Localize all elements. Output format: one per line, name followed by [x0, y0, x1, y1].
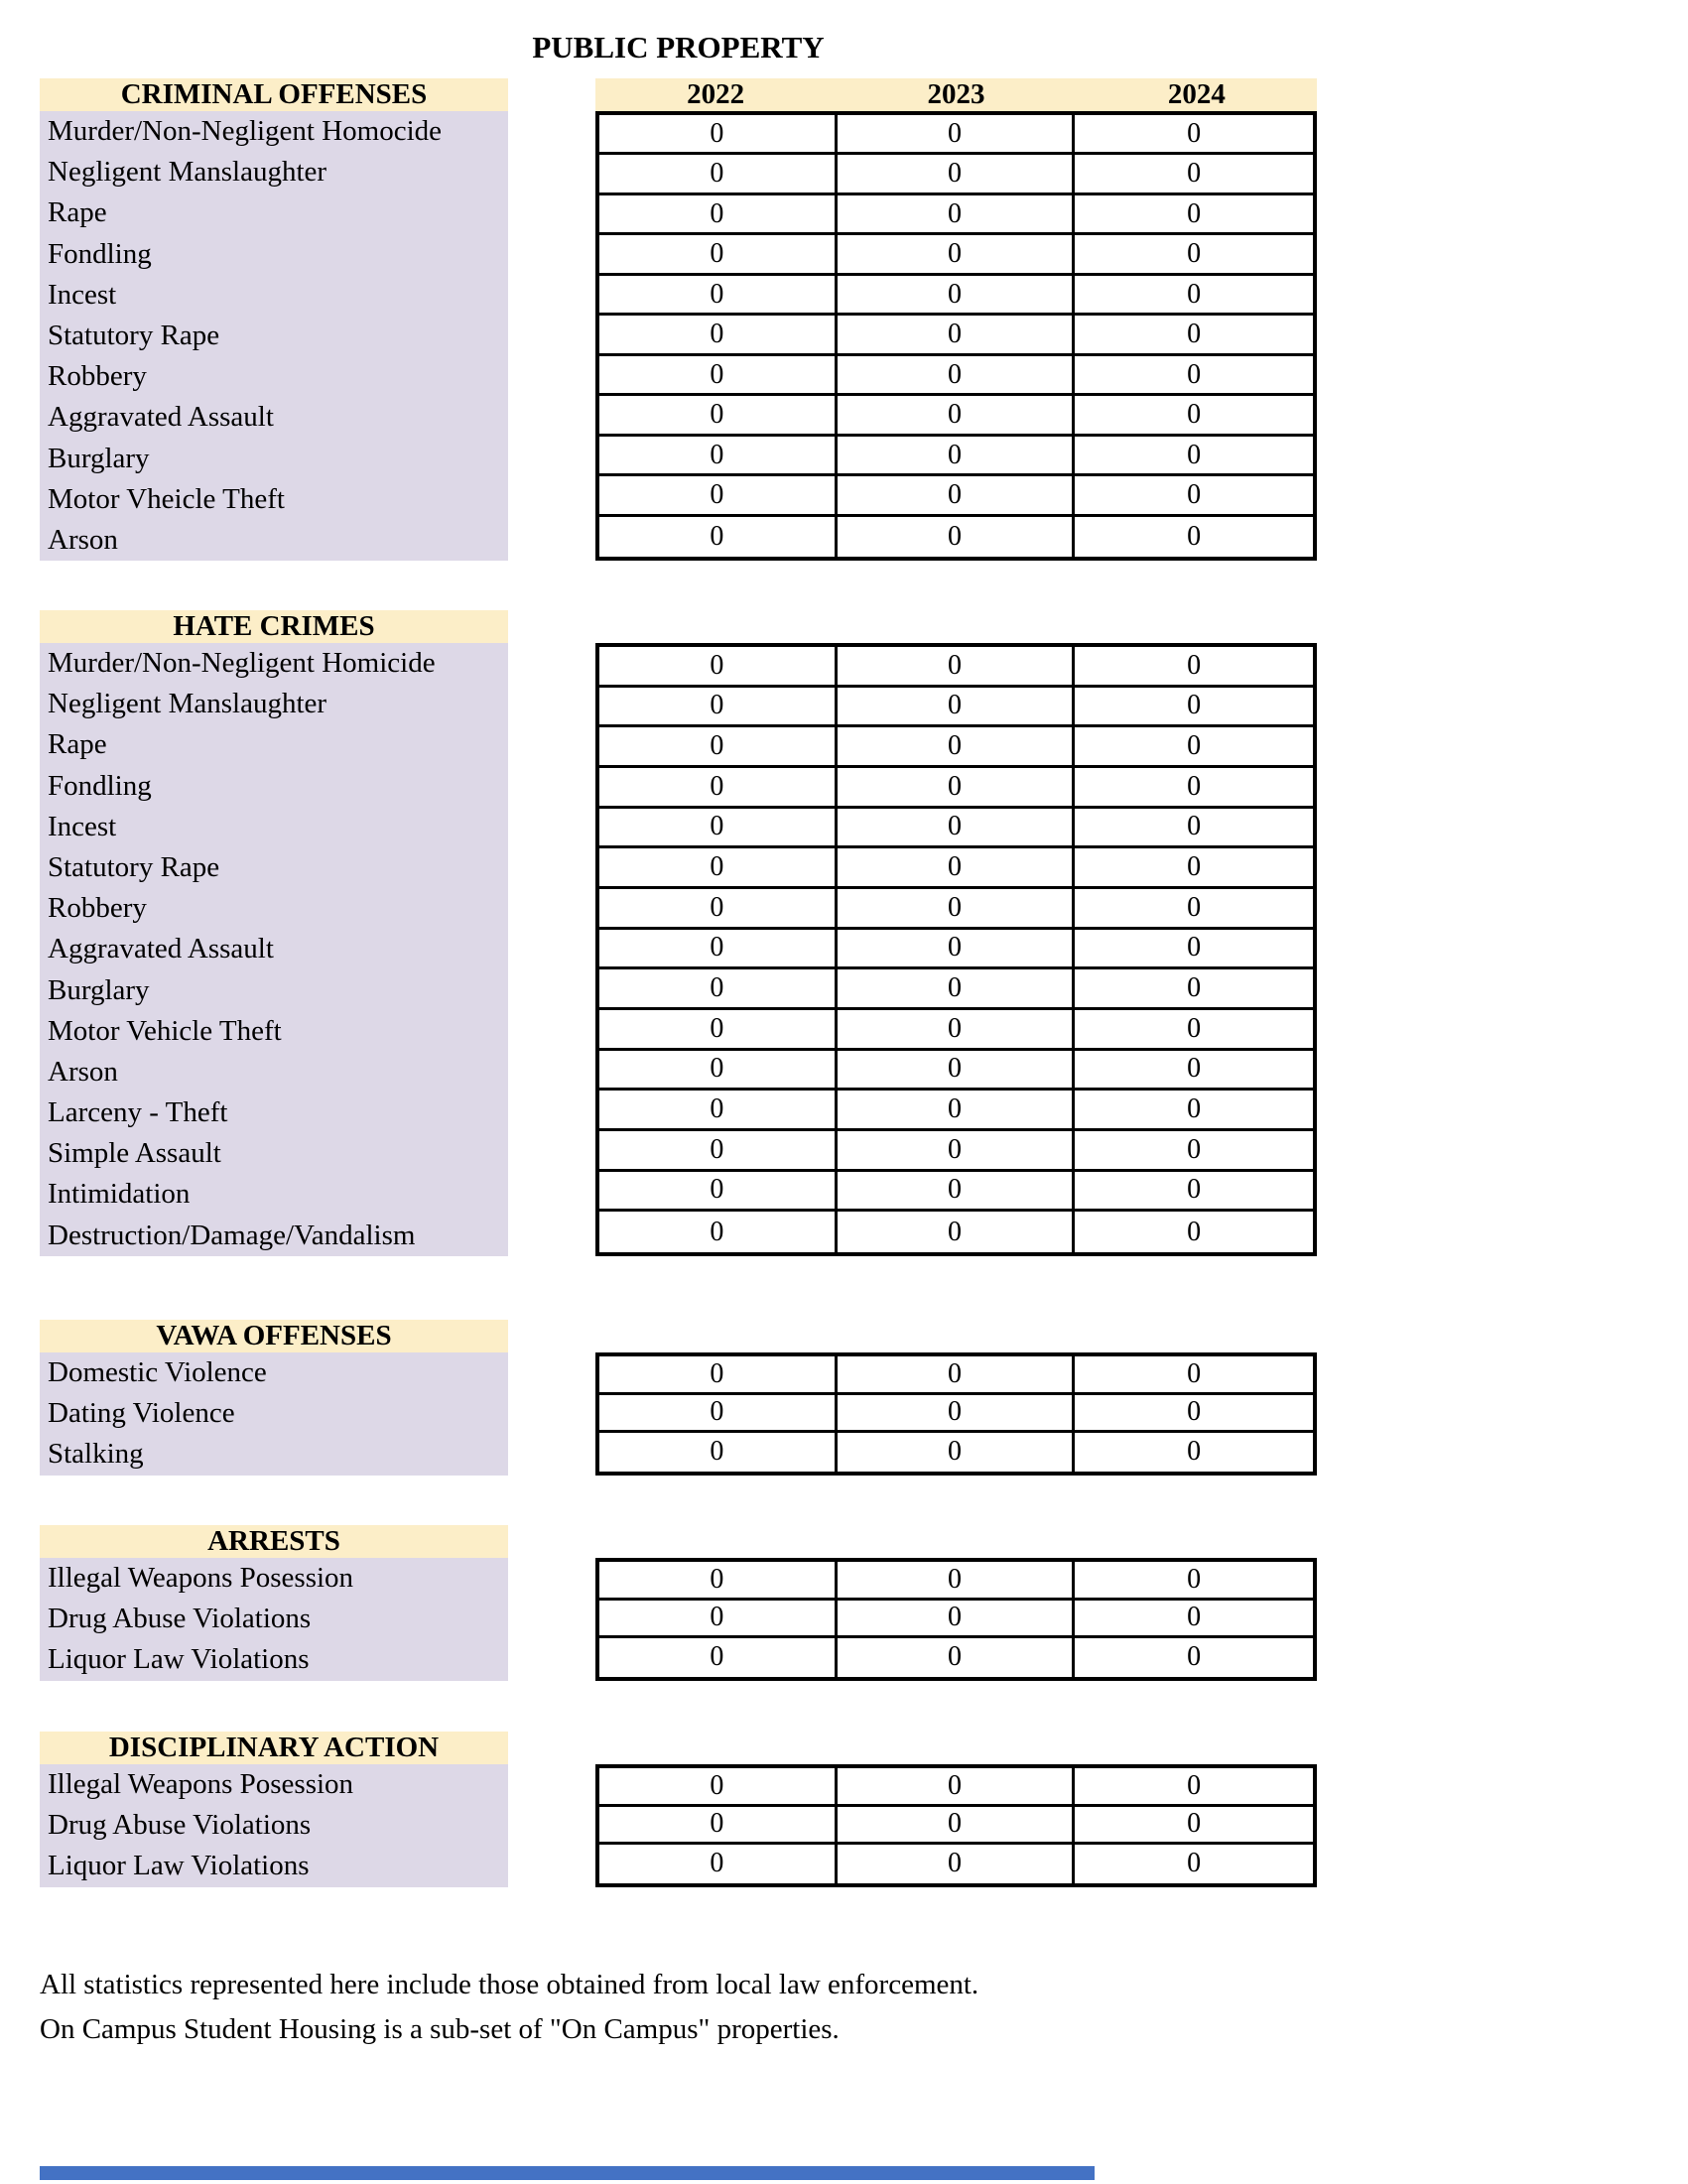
- row-label-panel: [40, 111, 508, 561]
- row-label: Statutory Rape: [48, 319, 220, 351]
- footnote-line: All statistics represented here include those obtained from local law enforcement.: [40, 1969, 979, 2000]
- value-cell: 0: [838, 235, 1076, 275]
- value-cell: 0: [838, 1768, 1076, 1807]
- value-cell: 0: [1075, 1172, 1313, 1213]
- row-label: Rape: [48, 196, 107, 229]
- section-header: VAWA OFFENSES: [40, 1320, 508, 1352]
- value-cell: 0: [1187, 1641, 1202, 1673]
- value-cell: 0: [599, 155, 838, 194]
- value-cell: 0: [1075, 889, 1313, 930]
- value-cell: 0: [599, 235, 838, 275]
- value-cell: 0: [838, 1051, 1076, 1092]
- value-cell: 0: [838, 396, 1076, 436]
- value-cell: 0: [1187, 1216, 1202, 1247]
- row-label: Statutory Rape: [48, 850, 220, 883]
- value-cell: 0: [1075, 115, 1313, 155]
- value-cell: 0: [1075, 1601, 1313, 1639]
- value-cell: 0: [838, 1601, 1076, 1639]
- value-cell: 0: [599, 1356, 838, 1395]
- value-cell: 0: [599, 1212, 838, 1252]
- row-label: Negligent Manslaughter: [48, 688, 327, 720]
- row-label: Incest: [48, 278, 117, 311]
- year-header: 2024: [1167, 78, 1226, 110]
- value-cell: 0: [838, 809, 1076, 849]
- row-label: Liquor Law Violations: [48, 1643, 310, 1676]
- value-cell: 0: [838, 969, 1076, 1010]
- value-cell: 0: [838, 476, 1076, 516]
- row-label: Intimidation: [48, 1178, 191, 1211]
- value-cell: 0: [599, 1845, 838, 1883]
- value-cell: 0: [1187, 520, 1202, 552]
- value-cell: 0: [599, 647, 838, 688]
- row-label: Motor Vehicle Theft: [48, 1014, 282, 1047]
- value-cell: 0: [838, 1010, 1076, 1051]
- row-label-panel: [40, 1558, 508, 1681]
- value-cell: 0: [599, 396, 838, 436]
- value-cell: 0: [838, 688, 1076, 728]
- section-header: HATE CRIMES: [40, 610, 508, 643]
- value-cell: 0: [599, 1562, 838, 1601]
- value-cell: 0: [1075, 688, 1313, 728]
- value-cell: 0: [838, 727, 1076, 768]
- footnotes: [40, 1963, 978, 2052]
- value-cell: 0: [1075, 356, 1313, 396]
- value-cell: 0: [599, 115, 838, 155]
- row-label: Domestic Violence: [48, 1356, 267, 1388]
- value-cell: 0: [1075, 316, 1313, 355]
- row-label: Murder/Non-Negligent Homicide: [48, 647, 436, 679]
- row-label: Drug Abuse Violations: [48, 1809, 312, 1842]
- value-cell: 0: [599, 930, 838, 970]
- value-cell: 0: [838, 155, 1076, 194]
- value-cell: 0: [599, 1433, 838, 1472]
- row-label: Rape: [48, 728, 107, 761]
- value-cell: 0: [1075, 235, 1313, 275]
- row-label: Arson: [48, 1055, 118, 1088]
- value-cell: 0: [1075, 437, 1313, 476]
- value-cell: 0: [838, 437, 1076, 476]
- value-cell: 0: [838, 276, 1076, 316]
- value-cell: 0: [599, 848, 838, 889]
- value-cell: 0: [1075, 1356, 1313, 1395]
- value-cell: 0: [838, 1212, 1076, 1252]
- value-cell: 0: [838, 768, 1076, 809]
- row-label: Illegal Weapons Posession: [48, 1768, 354, 1800]
- value-cell: 0: [599, 1131, 838, 1172]
- row-label: Larceny - Theft: [48, 1096, 228, 1129]
- value-cell: 0: [1187, 1848, 1202, 1879]
- value-cell: 0: [1075, 1010, 1313, 1051]
- value-cell: 0: [838, 1356, 1076, 1395]
- value-cell: 0: [838, 115, 1076, 155]
- value-cell: 0: [599, 1051, 838, 1092]
- value-grid: [595, 643, 1317, 1256]
- row-label: Destruction/Damage/Vandalism: [48, 1219, 416, 1251]
- value-cell: 0: [838, 195, 1076, 235]
- row-label: Arson: [48, 523, 118, 556]
- row-label: Illegal Weapons Posession: [48, 1562, 354, 1594]
- value-cell: 0: [599, 1395, 838, 1434]
- value-cell: 0: [599, 1638, 838, 1677]
- value-cell: 0: [838, 517, 1076, 557]
- value-grid: [595, 111, 1317, 561]
- value-cell: 0: [1075, 647, 1313, 688]
- row-label: Stalking: [48, 1438, 144, 1471]
- value-cell: 0: [1187, 1436, 1202, 1468]
- value-cell: 0: [1075, 1051, 1313, 1092]
- row-label: Incest: [48, 810, 117, 842]
- year-header: 2022: [687, 78, 745, 110]
- value-cell: 0: [599, 889, 838, 930]
- value-cell: 0: [599, 1807, 838, 1846]
- value-cell: 0: [1075, 848, 1313, 889]
- value-cell: 0: [599, 688, 838, 728]
- row-label-panel: [40, 643, 508, 1256]
- row-label: Burglary: [48, 442, 150, 474]
- value-cell: 0: [599, 1010, 838, 1051]
- value-cell: 0: [599, 1768, 838, 1807]
- value-cell: 0: [599, 195, 838, 235]
- value-cell: 0: [838, 1433, 1076, 1472]
- row-label: Robbery: [48, 892, 147, 925]
- row-label: Negligent Manslaughter: [48, 156, 327, 189]
- value-cell: 0: [1075, 809, 1313, 849]
- row-label: Dating Violence: [48, 1397, 235, 1430]
- value-cell: 0: [599, 437, 838, 476]
- page-title: PUBLIC PROPERTY: [532, 30, 825, 64]
- value-cell: 0: [1075, 1768, 1313, 1807]
- value-cell: 0: [838, 1807, 1076, 1846]
- row-label: Fondling: [48, 769, 152, 802]
- row-label: Liquor Law Violations: [48, 1850, 310, 1882]
- value-cell: 0: [1075, 1131, 1313, 1172]
- value-cell: 0: [599, 727, 838, 768]
- value-cell: 0: [838, 316, 1076, 355]
- value-grid: [595, 1558, 1317, 1681]
- value-cell: 0: [1075, 276, 1313, 316]
- value-cell: 0: [1075, 1562, 1313, 1601]
- value-cell: 0: [599, 356, 838, 396]
- row-label: Robbery: [48, 360, 147, 393]
- value-cell: 0: [838, 889, 1076, 930]
- value-cell: 0: [599, 276, 838, 316]
- value-cell: 0: [599, 316, 838, 355]
- value-cell: 0: [838, 1131, 1076, 1172]
- value-cell: 0: [838, 1395, 1076, 1434]
- value-cell: 0: [838, 1562, 1076, 1601]
- value-cell: 0: [1075, 195, 1313, 235]
- value-cell: 0: [599, 768, 838, 809]
- value-grid: [595, 1352, 1317, 1476]
- row-label: Drug Abuse Violations: [48, 1603, 312, 1635]
- row-label: Simple Assault: [48, 1137, 221, 1170]
- section-header: ARRESTS: [40, 1525, 508, 1558]
- value-cell: 0: [1075, 396, 1313, 436]
- value-cell: 0: [838, 1091, 1076, 1131]
- value-cell: 0: [599, 517, 838, 557]
- row-label: Murder/Non-Negligent Homocide: [48, 115, 443, 147]
- year-header-row: [595, 78, 1317, 111]
- value-cell: 0: [1075, 476, 1313, 516]
- value-cell: 0: [599, 1172, 838, 1213]
- bottom-accent-bar: [40, 2166, 1095, 2180]
- value-cell: 0: [1075, 930, 1313, 970]
- value-cell: 0: [1075, 1091, 1313, 1131]
- value-cell: 0: [838, 1638, 1076, 1677]
- value-cell: 0: [1075, 155, 1313, 194]
- value-cell: 0: [599, 1091, 838, 1131]
- value-cell: 0: [838, 1845, 1076, 1883]
- row-label: Aggravated Assault: [48, 401, 274, 434]
- value-cell: 0: [1075, 1395, 1313, 1434]
- value-cell: 0: [599, 1601, 838, 1639]
- value-cell: 0: [838, 356, 1076, 396]
- year-header: 2023: [927, 78, 985, 110]
- row-label-panel: [40, 1764, 508, 1887]
- value-cell: 0: [599, 969, 838, 1010]
- footnote-line: On Campus Student Housing is a sub-set of "On Campus" properties.: [40, 2013, 840, 2045]
- value-cell: 0: [1075, 768, 1313, 809]
- value-cell: 0: [838, 930, 1076, 970]
- section-header: CRIMINAL OFFENSES: [40, 78, 508, 111]
- row-label: Fondling: [48, 237, 152, 270]
- row-label: Aggravated Assault: [48, 933, 274, 965]
- row-label: Burglary: [48, 973, 150, 1006]
- value-cell: 0: [838, 1172, 1076, 1213]
- value-cell: 0: [1075, 1807, 1313, 1846]
- value-cell: 0: [1075, 969, 1313, 1010]
- value-cell: 0: [599, 809, 838, 849]
- row-label-panel: [40, 1352, 508, 1476]
- value-cell: 0: [838, 647, 1076, 688]
- value-grid: [595, 1764, 1317, 1887]
- value-cell: 0: [1075, 727, 1313, 768]
- row-label: Motor Vheicle Theft: [48, 482, 285, 515]
- value-cell: 0: [599, 476, 838, 516]
- section-header: DISCIPLINARY ACTION: [40, 1732, 508, 1764]
- value-cell: 0: [838, 848, 1076, 889]
